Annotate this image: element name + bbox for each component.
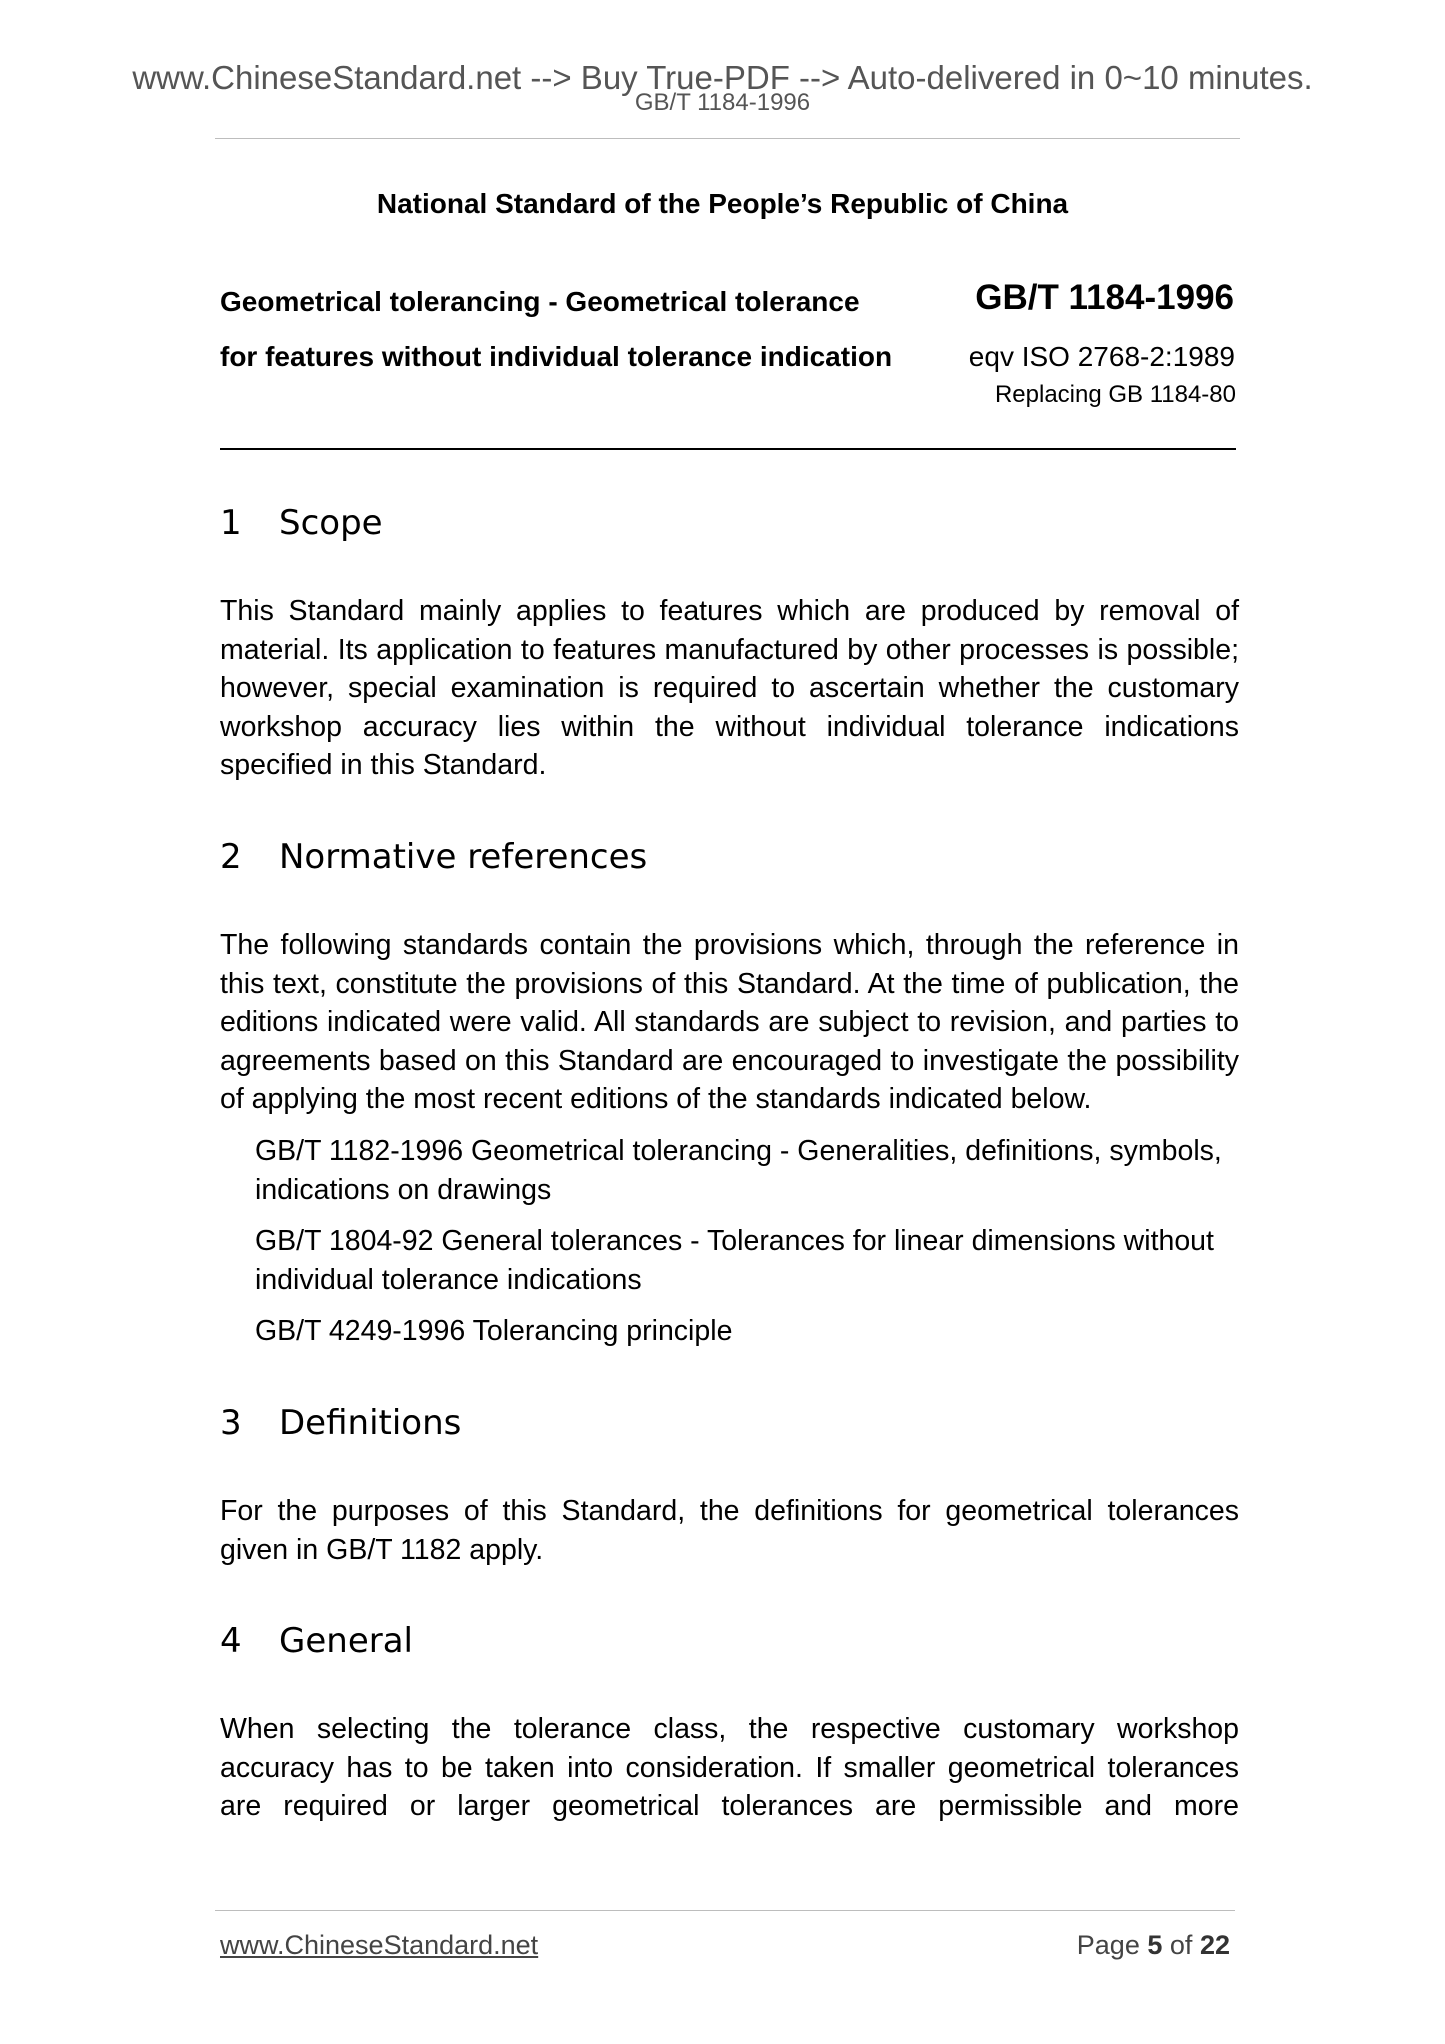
reference-item: GB/T 1804-92 General tolerances - Tolerances for linear dimensions without individual tolerance indications bbox=[255, 1225, 1214, 1296]
section-heading-general bbox=[220, 1596, 1239, 1686]
section-heading-scope bbox=[220, 478, 1239, 568]
national-standard-heading: National Standard of the People’s Republic of China bbox=[376, 188, 1069, 219]
section-heading-normative-references bbox=[220, 812, 1239, 902]
standard-code: GB/T 1184-1996 bbox=[975, 278, 1234, 317]
title-divider bbox=[220, 448, 1236, 450]
section-heading-definitions bbox=[220, 1378, 1239, 1468]
normative-references-paragraph: The following standards contain the provisions which, through the reference in this text, constitute the provisions of this Standard. At the time of publication, the editions indicated were valid. All standards are subject to revision, and parties to agreements based on this Standard are encouraged to investigate the possibility of applying the most recent editions of the standards indicated below. bbox=[220, 928, 1239, 1116]
section-number: 1 bbox=[220, 503, 242, 543]
top-banner: www.ChineseStandard.net --> Buy True-PDF --> Auto-delivered in 0~10 minutes. bbox=[132, 59, 1313, 96]
standard-title-line1: Geometrical tolerancing - Geometrical tolerance bbox=[220, 286, 860, 317]
page-indicator bbox=[1077, 1930, 1230, 1961]
section-number: 4 bbox=[220, 1621, 242, 1662]
section-title: General bbox=[279, 1621, 413, 1662]
header-divider bbox=[215, 138, 1240, 139]
document-body bbox=[220, 478, 1239, 1826]
equivalent-standard: eqv ISO 2768-2:1989 bbox=[968, 341, 1235, 372]
standard-title-line2: for features without individual tolerance indication bbox=[220, 341, 893, 372]
page-total: 22 bbox=[1199, 1930, 1230, 1960]
definitions-paragraph: For the purposes of this Standard, the definitions for geometrical tolerances given in GB/T 1182 apply. bbox=[220, 1494, 1239, 1566]
reference-item: GB/T 1182-1996 Geometrical tolerancing - Generalities, definitions, symbols, indications on drawings bbox=[255, 1134, 1222, 1206]
reference-item: GB/T 4249-1996 Tolerancing principle bbox=[255, 1315, 733, 1348]
section-number: 2 bbox=[220, 836, 242, 877]
page-current: 5 bbox=[1147, 1930, 1163, 1960]
general-paragraph: When selecting the tolerance class, the respective customary workshop accuracy has to be taken into consideration. If smaller geometrical tolerances are required or larger geometrical tolerances are permissible and more bbox=[220, 1713, 1239, 1823]
running-header-code: GB/T 1184-1996 bbox=[634, 89, 811, 116]
page-label: Page bbox=[1076, 1930, 1140, 1960]
section-title: Scope bbox=[279, 503, 383, 543]
footer-divider bbox=[215, 1910, 1235, 1911]
section-title: Normative references bbox=[279, 836, 648, 877]
footer-site-link[interactable]: www.ChineseStandard.net bbox=[220, 1930, 539, 1960]
section-number: 3 bbox=[220, 1402, 242, 1443]
scope-paragraph: This Standard mainly applies to features which are produced by removal of material. Its application to features manufactured by other processes is possible; however, special examination is required to ascertain whether the customary workshop accuracy lies within the without individual tolerance indications specified in this Standard. bbox=[220, 595, 1239, 782]
section-title: Definitions bbox=[279, 1402, 462, 1443]
page-of: of bbox=[1169, 1930, 1193, 1960]
replacing-standard: Replacing GB 1184-80 bbox=[994, 381, 1236, 408]
